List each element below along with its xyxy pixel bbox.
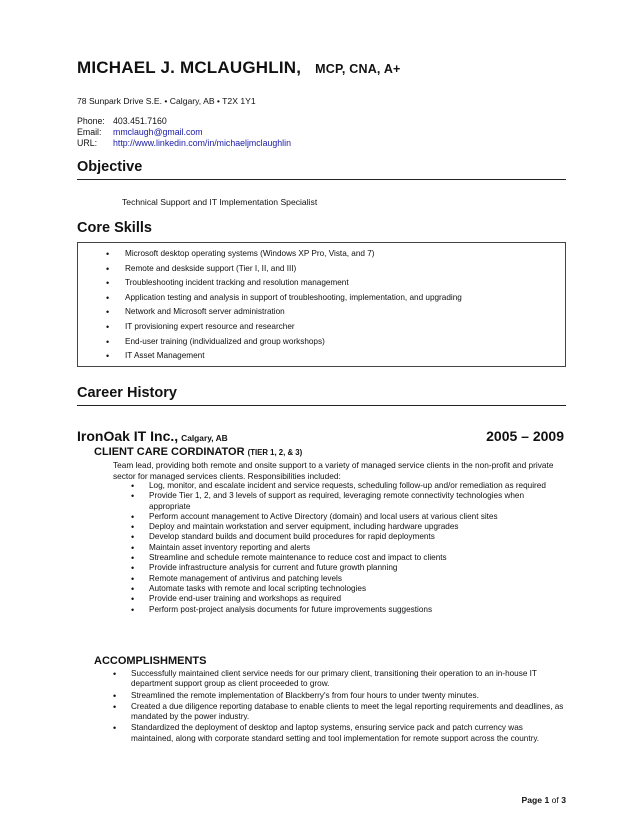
url-link[interactable]: http://www.linkedin.com/in/michaeljmclaughlin	[113, 138, 291, 148]
phone-row	[77, 116, 167, 126]
skill-item: • Network and Microsoft server administration	[106, 305, 462, 320]
url-label: URL:	[77, 138, 98, 148]
job-title: CLIENT CARE CORDINATOR	[94, 446, 245, 458]
job-role	[94, 446, 302, 458]
accomplishment-item: • Standardized the deployment of desktop and laptop systems, ensuring service pack and patch currency was maintained, along with corporate standard setting and tool implementation for remote support across the country.	[113, 723, 566, 744]
accomplishment-item: • Created a due diligence reporting database to enable clients to meet the legal reporting requirements and deadlines, as mandated by the power industry.	[113, 702, 566, 723]
duty-item: • Remote management of antivirus and patching levels	[131, 574, 566, 584]
job-tier: (TIER 1, 2, & 3)	[247, 448, 303, 457]
duty-item: • Develop standard builds and document build procedures for rapid deployments	[131, 532, 566, 542]
duty-item: • Automate tasks with remote and local scripting technologies	[131, 584, 566, 594]
address-line: 78 Sunpark Drive S.E. • Calgary, AB • T2X 1Y1	[77, 96, 256, 106]
duty-item: • Deploy and maintain workstation and server equipment, including hardware upgrades	[131, 522, 566, 532]
duty-item: • Perform account management to Active Directory (domain) and local users at various client sites	[131, 512, 566, 522]
accomplishment-item: • Streamlined the remote implementation of Blackberry's from four hours to under twenty minutes.	[113, 691, 566, 701]
skill-item: • End-user training (individualized and group workshops)	[106, 335, 462, 350]
duty-item: • Provide end-user training and workshops as required	[131, 594, 566, 604]
skill-item: • IT Asset Management	[106, 349, 462, 364]
skills-list	[106, 247, 462, 364]
phone-value: 403.451.7160	[113, 116, 167, 126]
skill-item: • Remote and deskside support (Tier I, II, and III)	[106, 262, 462, 277]
duty-item: • Maintain asset inventory reporting and alerts	[131, 543, 566, 553]
duty-item: • Provide Tier 1, 2, and 3 levels of support as required, leveraging remote connectivity technologies when appropriate	[131, 491, 566, 512]
duty-item: • Log, monitor, and escalate incident and service requests, scheduling follow-up and/or remediation as required	[131, 481, 566, 491]
page-of: of	[551, 795, 559, 805]
career-heading: Career History	[77, 385, 177, 401]
accomplishment-item: • Successfully maintained client service needs for our primary client, transitioning their operation to an in-house IT department support group as client proceeded to grow.	[113, 669, 566, 690]
skill-item: • Troubleshooting incident tracking and resolution management	[106, 276, 462, 291]
objective-text: Technical Support and IT Implementation Specialist	[122, 197, 318, 207]
email-label: Email:	[77, 127, 102, 137]
objective-rule	[77, 179, 566, 180]
phone-label: Phone:	[77, 116, 105, 126]
candidate-credentials: MCP, CNA, A+	[315, 62, 401, 76]
url-row	[77, 138, 291, 148]
resume-header-name	[77, 58, 401, 78]
company-line	[77, 428, 228, 444]
duty-item: • Provide infrastructure analysis for current and future growth planning	[131, 563, 566, 573]
email-row	[77, 127, 203, 137]
duties-list	[131, 481, 566, 615]
email-link[interactable]: mmclaugh@gmail.com	[113, 127, 203, 137]
accomplishments-list	[113, 669, 566, 745]
skill-item: • Application testing and analysis in support of troubleshooting, implementation, and upgrading	[106, 291, 462, 306]
employment-dates: 2005 – 2009	[486, 428, 564, 444]
skill-item: • IT provisioning expert resource and researcher	[106, 320, 462, 335]
accomplishments-heading: ACCOMPLISHMENTS	[94, 655, 207, 667]
page-total: 3	[561, 795, 566, 805]
company-location: Calgary, AB	[181, 433, 228, 443]
page-number	[522, 795, 566, 805]
duty-item: • Streamline and schedule remote maintenance to reduce cost and impact to clients	[131, 553, 566, 563]
job-summary: Team lead, providing both remote and onsite support to a variety of managed service clients in the non-profit and private sector for managed services clients. Responsibilities included:	[113, 460, 554, 481]
career-rule	[77, 405, 566, 406]
company-name: IronOak IT Inc.,	[77, 428, 179, 444]
page-prefix: Page	[521, 795, 543, 805]
objective-heading: Objective	[77, 159, 143, 175]
skill-item: • Microsoft desktop operating systems (Windows XP Pro, Vista, and 7)	[106, 247, 462, 262]
duty-item: • Perform post-project analysis documents for future improvements suggestions	[131, 605, 566, 615]
candidate-name: MICHAEL J. MCLAUGHLIN,	[77, 58, 302, 77]
page-current: 1	[544, 795, 550, 805]
skills-heading: Core Skills	[77, 220, 152, 236]
